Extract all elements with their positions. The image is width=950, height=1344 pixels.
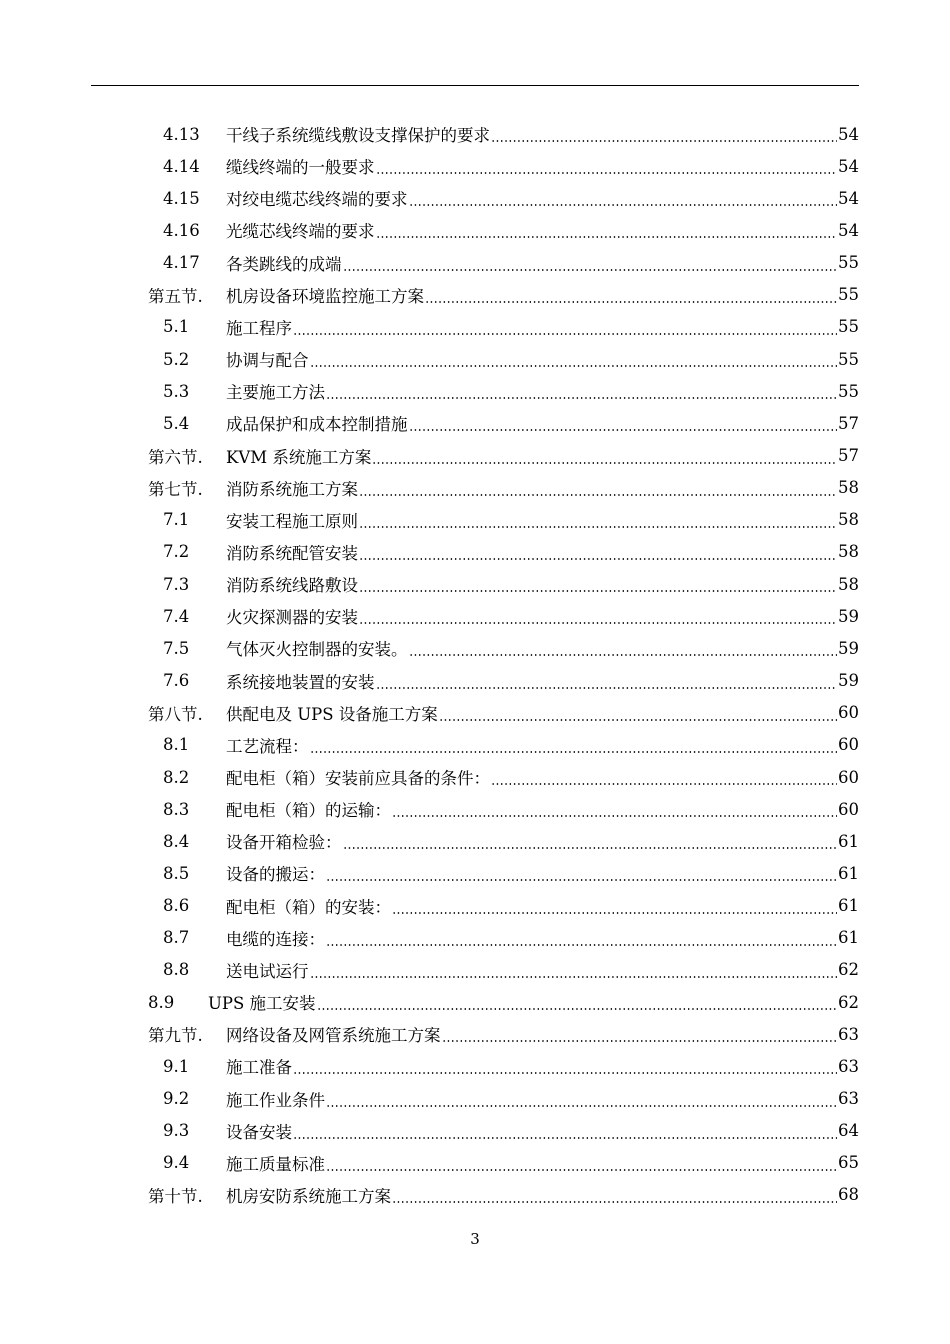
dot-leader bbox=[326, 865, 837, 883]
dot-leader bbox=[326, 1155, 837, 1173]
dot-leader bbox=[376, 222, 838, 240]
toc-entry-title: 成品保护和成本控制措施 bbox=[226, 415, 408, 435]
dot-leader bbox=[439, 705, 837, 723]
toc-entry[interactable] bbox=[148, 375, 859, 407]
toc-entry-title: 配电柜（箱）安装前应具备的条件： bbox=[226, 769, 490, 788]
toc-entry-number: 5.1 bbox=[163, 317, 190, 337]
toc-entry-page: 68 bbox=[838, 1185, 859, 1205]
dot-leader bbox=[409, 415, 838, 433]
toc-entry-title: 施工作业条件 bbox=[226, 1090, 325, 1110]
dot-leader bbox=[310, 962, 838, 980]
toc-entry-page: 63 bbox=[838, 1024, 859, 1044]
toc-entry[interactable] bbox=[148, 729, 859, 761]
toc-entry-number: 5.4 bbox=[163, 413, 190, 433]
toc-entry-page: 55 bbox=[838, 317, 859, 337]
toc-entry[interactable] bbox=[148, 1147, 859, 1179]
toc-entry-title: 设备安装 bbox=[226, 1122, 292, 1142]
toc-entry-number: 8.8 bbox=[163, 960, 190, 980]
toc-entry[interactable] bbox=[148, 600, 859, 632]
toc-entry[interactable] bbox=[148, 568, 859, 600]
dot-leader bbox=[359, 480, 837, 498]
toc-entry[interactable] bbox=[148, 761, 859, 793]
toc-entry[interactable] bbox=[148, 504, 859, 536]
toc-entry-title: 系统接地装置的安装 bbox=[226, 672, 375, 692]
toc-entry-page: 54 bbox=[838, 188, 859, 208]
toc-entry[interactable] bbox=[148, 536, 859, 568]
dot-leader bbox=[326, 930, 837, 948]
toc-entry-number: 8.3 bbox=[163, 799, 190, 819]
toc-entry-page: 57 bbox=[838, 413, 859, 433]
toc-entry[interactable] bbox=[148, 279, 859, 311]
toc-entry-number: 9.3 bbox=[163, 1121, 190, 1141]
toc-entry-number: 5.2 bbox=[163, 349, 190, 369]
toc-entry-title: UPS 施工安装 bbox=[208, 994, 316, 1014]
toc-entry-title: 对绞电缆芯线终端的要求 bbox=[226, 190, 408, 210]
toc-entry[interactable] bbox=[148, 632, 859, 664]
toc-entry[interactable] bbox=[148, 890, 859, 922]
toc-entry-page: 62 bbox=[838, 960, 859, 980]
toc-entry-page: 54 bbox=[838, 124, 859, 144]
toc-entry-page: 61 bbox=[838, 928, 859, 948]
toc-entry[interactable] bbox=[148, 1018, 859, 1050]
dot-leader bbox=[491, 769, 837, 787]
dot-leader bbox=[293, 1123, 837, 1141]
toc-entry-number: 8.4 bbox=[163, 831, 190, 851]
toc-entry-page: 60 bbox=[838, 799, 859, 819]
toc-entry-number: 第十节. bbox=[148, 1186, 203, 1206]
dot-leader bbox=[372, 448, 837, 466]
dot-leader bbox=[310, 737, 838, 755]
toc-entry-page: 61 bbox=[838, 863, 859, 883]
dot-leader bbox=[392, 801, 837, 819]
toc-entry-page: 55 bbox=[838, 285, 859, 305]
toc-entry[interactable] bbox=[148, 247, 859, 279]
toc-entry-number: 8.7 bbox=[163, 928, 190, 948]
toc-entry[interactable] bbox=[148, 214, 859, 246]
dot-leader bbox=[359, 608, 837, 626]
toc-entry-title: 机房安防系统施工方案 bbox=[226, 1186, 391, 1206]
toc-entry-title: 网络设备及网管系统施工方案 bbox=[226, 1026, 441, 1046]
dot-leader bbox=[409, 640, 838, 658]
toc-entry-number: 9.4 bbox=[163, 1153, 190, 1173]
toc-entry-title: 工艺流程： bbox=[226, 736, 309, 756]
toc-entry-title: 消防系统施工方案 bbox=[226, 479, 358, 499]
toc-entry-number: 9.1 bbox=[163, 1056, 190, 1076]
toc-entry[interactable] bbox=[148, 1050, 859, 1082]
toc-entry-number: 第九节. bbox=[148, 1026, 203, 1046]
toc-entry-number: 4.17 bbox=[163, 253, 200, 273]
dot-leader bbox=[293, 1058, 837, 1076]
toc-entry-title: 干线子系统缆线敷设支撑保护的要求 bbox=[226, 126, 490, 145]
toc-entry-title: 气体灭火控制器的安装。 bbox=[226, 640, 408, 660]
dot-leader bbox=[310, 351, 838, 369]
toc-entry[interactable] bbox=[148, 1179, 859, 1211]
toc-entry-page: 54 bbox=[838, 156, 859, 176]
toc-entry-number: 第六节. bbox=[148, 447, 203, 467]
dot-leader bbox=[392, 1187, 837, 1205]
toc-entry-title: 主要施工方法 bbox=[226, 383, 325, 403]
toc-entry-page: 61 bbox=[838, 896, 859, 916]
dot-leader bbox=[359, 576, 837, 594]
dot-leader bbox=[392, 898, 837, 916]
toc-entry-page: 55 bbox=[838, 253, 859, 273]
dot-leader bbox=[343, 255, 838, 273]
toc-entry-title: 消防系统线路敷设 bbox=[226, 576, 358, 596]
toc-entry-title: 协调与配合 bbox=[226, 351, 309, 371]
toc-entry-page: 64 bbox=[838, 1121, 859, 1141]
toc-entry-number: 第八节. bbox=[148, 704, 203, 724]
toc-entry[interactable] bbox=[148, 311, 859, 343]
toc-entry-number: 7.3 bbox=[163, 574, 190, 594]
dot-leader bbox=[491, 126, 837, 144]
toc-entry-number: 8.1 bbox=[163, 735, 190, 755]
toc-entry[interactable] bbox=[148, 665, 859, 697]
toc-entry[interactable] bbox=[148, 118, 859, 150]
toc-entry[interactable] bbox=[148, 150, 859, 182]
toc-entry-number: 7.4 bbox=[163, 606, 190, 626]
toc-entry-page: 55 bbox=[838, 381, 859, 401]
toc-entry-title: 设备开箱检验： bbox=[226, 833, 342, 853]
dot-leader bbox=[425, 287, 837, 305]
toc-entry-number: 7.1 bbox=[163, 510, 190, 530]
toc-entry[interactable] bbox=[148, 793, 859, 825]
toc-entry-number: 9.2 bbox=[163, 1089, 190, 1108]
toc-entry-page: 61 bbox=[838, 831, 859, 851]
toc-entry-page: 58 bbox=[838, 478, 859, 498]
toc-entry-title: 光缆芯线终端的要求 bbox=[226, 222, 375, 242]
dot-leader bbox=[343, 833, 838, 851]
toc-entry-title: KVM 系统施工方案 bbox=[226, 447, 372, 467]
dot-leader bbox=[359, 512, 837, 530]
toc-entry-page: 58 bbox=[838, 542, 859, 562]
toc-entry-page: 59 bbox=[838, 671, 859, 691]
toc-entry-page: 58 bbox=[838, 510, 859, 530]
toc-entry[interactable] bbox=[148, 343, 859, 375]
page-number: 3 bbox=[470, 1230, 480, 1248]
dot-leader bbox=[326, 383, 837, 401]
toc-entry-number: 8.5 bbox=[163, 863, 190, 883]
toc-entry-title: 各类跳线的成端 bbox=[226, 254, 342, 274]
dot-leader bbox=[317, 994, 837, 1012]
toc-entry-title: 消防系统配管安装 bbox=[226, 543, 358, 563]
toc-entry-title: 施工准备 bbox=[226, 1058, 292, 1078]
toc-entry-title: 供配电及 UPS 设备施工方案 bbox=[226, 704, 438, 724]
toc-entry-number: 8.9 bbox=[148, 992, 175, 1012]
toc-entry-page: 60 bbox=[838, 703, 859, 723]
toc-entry-page: 63 bbox=[838, 1089, 859, 1108]
toc-entry-title: 配电柜（箱）的安装： bbox=[226, 897, 391, 917]
toc-entry-number: 7.2 bbox=[163, 542, 190, 562]
toc-entry-number: 4.13 bbox=[163, 124, 200, 144]
toc-entry-title: 安装工程施工原则 bbox=[226, 511, 358, 531]
toc-entry-number: 8.2 bbox=[163, 767, 190, 787]
toc-entry[interactable] bbox=[148, 407, 859, 439]
toc-entry[interactable] bbox=[148, 1115, 859, 1147]
toc-entry[interactable] bbox=[148, 472, 859, 504]
toc-entry-number: 7.6 bbox=[163, 671, 190, 691]
toc-entry-number: 第五节. bbox=[148, 286, 203, 306]
toc-entry[interactable] bbox=[148, 857, 859, 889]
dot-leader bbox=[442, 1026, 838, 1044]
toc-entry-title: 施工程序 bbox=[226, 318, 292, 338]
toc-entry[interactable] bbox=[148, 697, 859, 729]
toc-entry-number: 4.15 bbox=[163, 188, 200, 208]
toc-entry-title: 机房设备环境监控施工方案 bbox=[226, 286, 424, 306]
toc-entry-title: 设备的搬运： bbox=[226, 865, 325, 885]
toc-entry-title: 缆线终端的一般要求 bbox=[226, 158, 375, 178]
dot-leader bbox=[293, 319, 837, 337]
toc-entry[interactable] bbox=[148, 954, 859, 986]
dot-leader bbox=[326, 1091, 837, 1109]
toc-entry-number: 第七节. bbox=[148, 479, 203, 499]
toc-entry-number: 8.6 bbox=[163, 896, 190, 916]
dot-leader bbox=[376, 158, 838, 176]
toc-entry-page: 60 bbox=[838, 767, 859, 787]
toc-entry-title: 送电试运行 bbox=[226, 961, 309, 981]
toc-entry-page: 54 bbox=[838, 220, 859, 240]
toc-entry-page: 65 bbox=[838, 1153, 859, 1173]
toc-entry-page: 63 bbox=[838, 1056, 859, 1076]
toc-entry[interactable] bbox=[148, 825, 859, 857]
dot-leader bbox=[409, 190, 838, 208]
toc-entry-number: 7.5 bbox=[163, 638, 190, 658]
dot-leader bbox=[376, 673, 838, 691]
toc-entry[interactable] bbox=[148, 182, 859, 214]
toc-entry-page: 58 bbox=[838, 574, 859, 594]
toc-entry[interactable] bbox=[148, 922, 859, 954]
toc-entry-page: 59 bbox=[838, 606, 859, 626]
toc-entry-title: 电缆的连接： bbox=[226, 929, 325, 949]
toc-entry-number: 4.14 bbox=[163, 156, 200, 176]
header-rule bbox=[91, 85, 859, 86]
toc-entry-page: 55 bbox=[838, 349, 859, 369]
toc-entry-number: 4.16 bbox=[163, 220, 200, 240]
toc-entry[interactable] bbox=[148, 986, 859, 1018]
toc-entry-title: 施工质量标准 bbox=[226, 1154, 325, 1174]
dot-leader bbox=[359, 544, 837, 562]
toc-entry-page: 59 bbox=[838, 638, 859, 658]
toc-entry-page: 57 bbox=[838, 446, 859, 465]
toc-entry[interactable] bbox=[148, 1083, 859, 1115]
toc-entry-page: 62 bbox=[838, 992, 859, 1012]
toc-entry-page: 60 bbox=[838, 735, 859, 755]
toc-entry-number: 5.3 bbox=[163, 381, 190, 401]
toc-entry-title: 火灾探测器的安装 bbox=[226, 608, 358, 628]
toc-entry-title: 配电柜（箱）的运输： bbox=[226, 801, 391, 821]
toc-entry[interactable] bbox=[148, 440, 859, 472]
